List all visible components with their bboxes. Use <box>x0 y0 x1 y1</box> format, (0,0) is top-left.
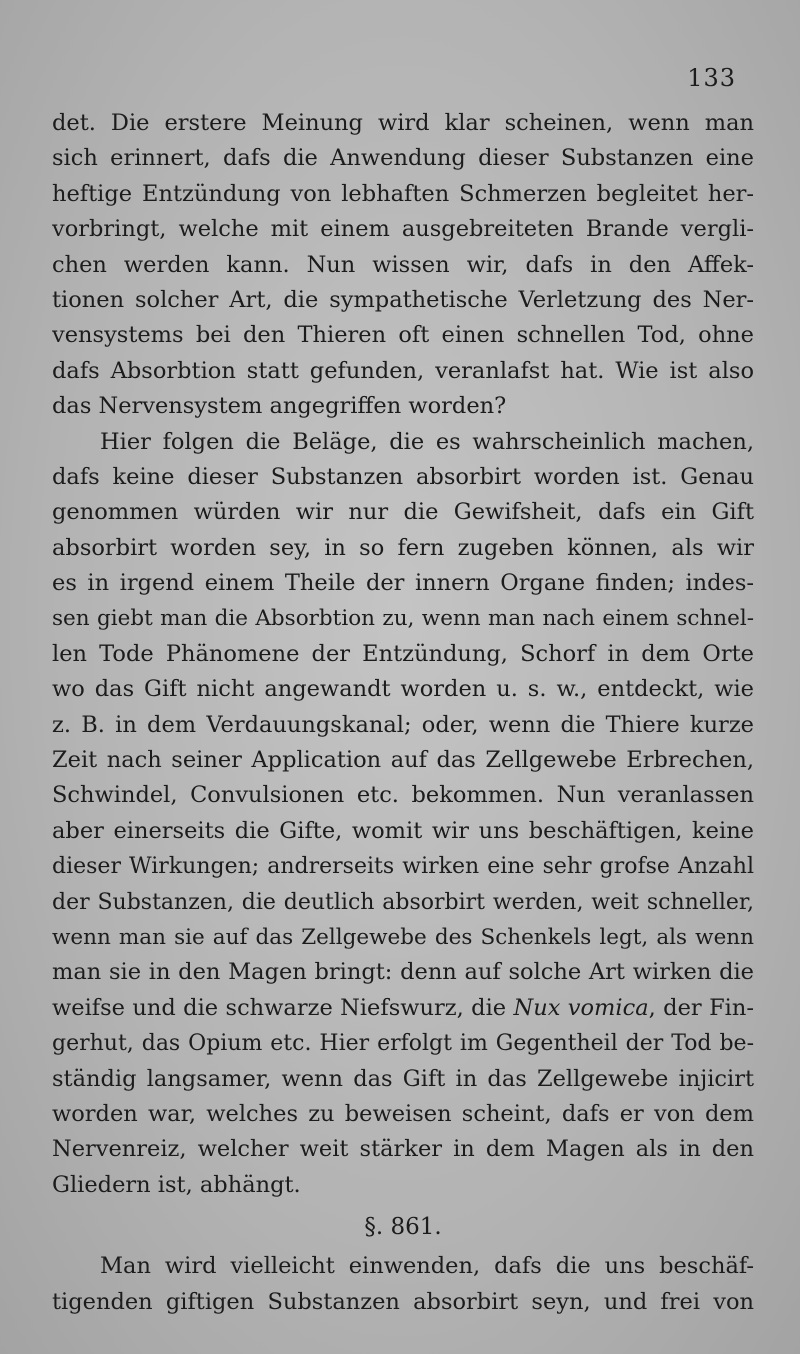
section-heading: §. 861. <box>364 1214 442 1241</box>
text-line: Gliedern ist, abhängt. <box>52 1171 301 1198</box>
text-line: ständig langsamer, wenn das Gift in das Zellgewebe injicirt <box>52 1065 754 1092</box>
text-line: vorbringt, welche mit einem ausgebreiteten Brande vergli- <box>52 216 754 243</box>
text-line: dieser Wirkungen; andrerseits wirken eine sehr grofse Anzahl <box>52 854 754 880</box>
text-line: es in irgend einem Theile der innern Organe finden; indes- <box>52 570 754 597</box>
text-line: worden war, welches zu beweisen scheint, dafs er von dem <box>52 1100 754 1127</box>
text-line: Zeit nach seiner Application auf das Zellgewebe Erbrechen, <box>52 747 754 774</box>
text-segment: , der Fin- <box>648 994 754 1021</box>
text-line: sich erinnert, dafs die Anwendung dieser Substanzen eine <box>52 145 754 172</box>
text-line: heftige Entzündung von lebhaften Schmerzen begleitet her- <box>52 180 754 207</box>
text-line: dafs keine dieser Substanzen absorbirt worden ist. Genau <box>52 463 754 490</box>
body-text <box>52 106 754 1320</box>
text-line: Schwindel, Convulsionen etc. bekommen. Nun veranlassen <box>52 782 754 809</box>
text-line: chen werden kann. Nun wissen wir, dafs in den Affek- <box>52 251 754 278</box>
text-line: tionen solcher Art, die sympathetische Verletzung des Ner- <box>52 286 754 313</box>
text-line: len Tode Phänomene der Entzündung, Schorf in dem Orte <box>52 640 754 667</box>
text-line: gerhut, das Opium etc. Hier erfolgt im Gegentheil der Tod be- <box>52 1031 754 1057</box>
text-line: Man wird vielleicht einwenden, dafs die uns beschäf- <box>100 1253 754 1280</box>
text-line: wo das Gift nicht angewandt worden u. s. w., entdeckt, wie <box>52 676 754 703</box>
text-line: sen giebt man die Absorbtion zu, wenn man nach einem schnel- <box>52 606 754 632</box>
text-line: tigenden giftigen Substanzen absorbirt seyn, und frei von <box>52 1288 754 1315</box>
text-line: wenn man sie auf das Zellgewebe des Schenkels legt, als wenn <box>52 924 754 950</box>
text-line: Hier folgen die Beläge, die es wahrscheinlich machen, <box>100 428 754 455</box>
text-line: det. Die erstere Meinung wird klar scheinen, wenn man <box>52 110 754 136</box>
text-line: vensystems bei den Thieren oft einen schnellen Tod, ohne <box>52 322 754 349</box>
text-line: dafs Absorbtion statt gefunden, veranlafst hat. Wie ist also <box>52 357 754 384</box>
page-number: 133 <box>687 64 736 92</box>
text-line: Nervenreiz, welcher weit stärker in dem Magen als in den <box>52 1136 754 1163</box>
text-line: der Substanzen, die deutlich absorbirt werden, weit schneller, <box>52 889 754 915</box>
text-line: man sie in den Magen bringt: denn auf solche Art wirken die <box>52 959 754 986</box>
text-segment: weifse und die schwarze Niefswurz, die <box>52 994 514 1021</box>
text-line: das Nervensystem angegriffen worden? <box>52 393 507 420</box>
text-line: z. B. in dem Verdauungskanal; oder, wenn die Thiere kurze <box>52 711 754 738</box>
text-line: aber einerseits die Gifte, womit wir uns beschäftigen, keine <box>52 817 754 844</box>
text-line-with-italic <box>52 991 754 1026</box>
text-line: genommen würden wir nur die Gewifsheit, dafs ein Gift <box>52 499 754 526</box>
italic-term: Nux vomica <box>513 994 649 1021</box>
text-line: absorbirt worden sey, in so fern zugeben können, als wir <box>52 534 754 561</box>
